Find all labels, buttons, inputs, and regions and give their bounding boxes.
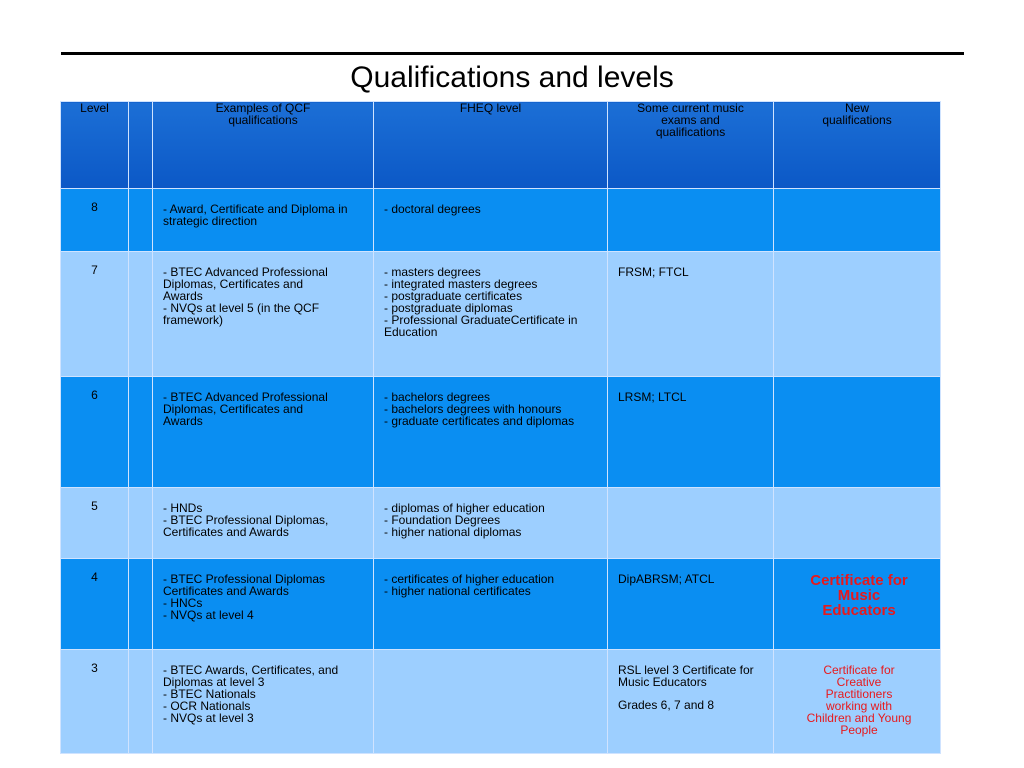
new-cell [774, 488, 941, 559]
table-row [61, 559, 941, 650]
level-cell: 8 [61, 189, 129, 252]
new-cell [774, 650, 941, 754]
music-cell: DipABRSM; ATCL [608, 559, 774, 650]
header-new: New qualifications [774, 102, 941, 189]
qcf-cell: - Award, Certificate and Diploma in strategic direction [153, 189, 374, 252]
qcf-cell: - BTEC Advanced Professional Diplomas, Certificates and Awards [153, 377, 374, 488]
header-spacer [129, 102, 153, 189]
new-cell [774, 377, 941, 488]
new-qualification-text: Certificate for Creative Practitioners working with Children and Young People [806, 663, 912, 737]
table-row [61, 189, 941, 252]
music-cell: LRSM; LTCL [608, 377, 774, 488]
spacer-cell [129, 252, 153, 377]
music-text: RSL level 3 Certificate for Music Educators [618, 663, 754, 689]
fheq-cell: - certificates of higher education - higher national certificates [374, 559, 608, 650]
header-music: Some current music exams and qualifications [608, 102, 774, 189]
header-row [61, 102, 941, 189]
header-fheq: FHEQ level [374, 102, 608, 189]
table-row [61, 488, 941, 559]
page-title: Qualifications and levels [350, 61, 674, 94]
spacer-cell [129, 559, 153, 650]
qcf-cell: - HNDs - BTEC Professional Diplomas, Certificates and Awards [153, 488, 374, 559]
level-cell: 5 [61, 488, 129, 559]
fheq-cell: - bachelors degrees - bachelors degrees with honours - graduate certificates and diplomas [374, 377, 608, 488]
spacer-cell [129, 488, 153, 559]
fheq-cell: - masters degrees - integrated masters degrees - postgraduate certificates - postgraduate diplomas - Professional GraduateCertificate in Education [374, 252, 608, 377]
table-row [61, 650, 941, 754]
fheq-cell: - doctoral degrees [374, 189, 608, 252]
qcf-cell: - BTEC Advanced Professional Diplomas, Certificates and Awards - NVQs at level 5 (in the QCF framework) [153, 252, 374, 377]
fheq-cell: - diplomas of higher education - Foundation Degrees - higher national diplomas [374, 488, 608, 559]
table-row [61, 252, 941, 377]
header-level: Level [61, 102, 129, 189]
spacer-cell [129, 650, 153, 754]
fheq-cell [374, 650, 608, 754]
qcf-cell: - BTEC Professional Diplomas Certificates and Awards - HNCs - NVQs at level 4 [153, 559, 374, 650]
header-qcf: Examples of QCF qualifications [153, 102, 374, 189]
spacer-cell [129, 189, 153, 252]
new-cell [774, 559, 941, 650]
new-cell [774, 189, 941, 252]
level-cell: 3 [61, 650, 129, 754]
new-cell [774, 252, 941, 377]
music-cell [608, 650, 774, 754]
music-cell: FRSM; FTCL [608, 252, 774, 377]
level-cell: 7 [61, 252, 129, 377]
title-rule [61, 52, 964, 55]
level-cell: 6 [61, 377, 129, 488]
music-cell [608, 488, 774, 559]
qualifications-table [60, 101, 941, 754]
qcf-cell: - BTEC Awards, Certificates, and Diplomas at level 3 - BTEC Nationals - OCR Nationals - NVQs at level 3 [153, 650, 374, 754]
spacer-cell [129, 377, 153, 488]
level-cell: 4 [61, 559, 129, 650]
new-qualification-highlight: Certificate for Music Educators [810, 572, 908, 619]
music-extra-text: Grades 6, 7 and 8 [618, 698, 715, 712]
music-cell [608, 189, 774, 252]
table-row [61, 377, 941, 488]
